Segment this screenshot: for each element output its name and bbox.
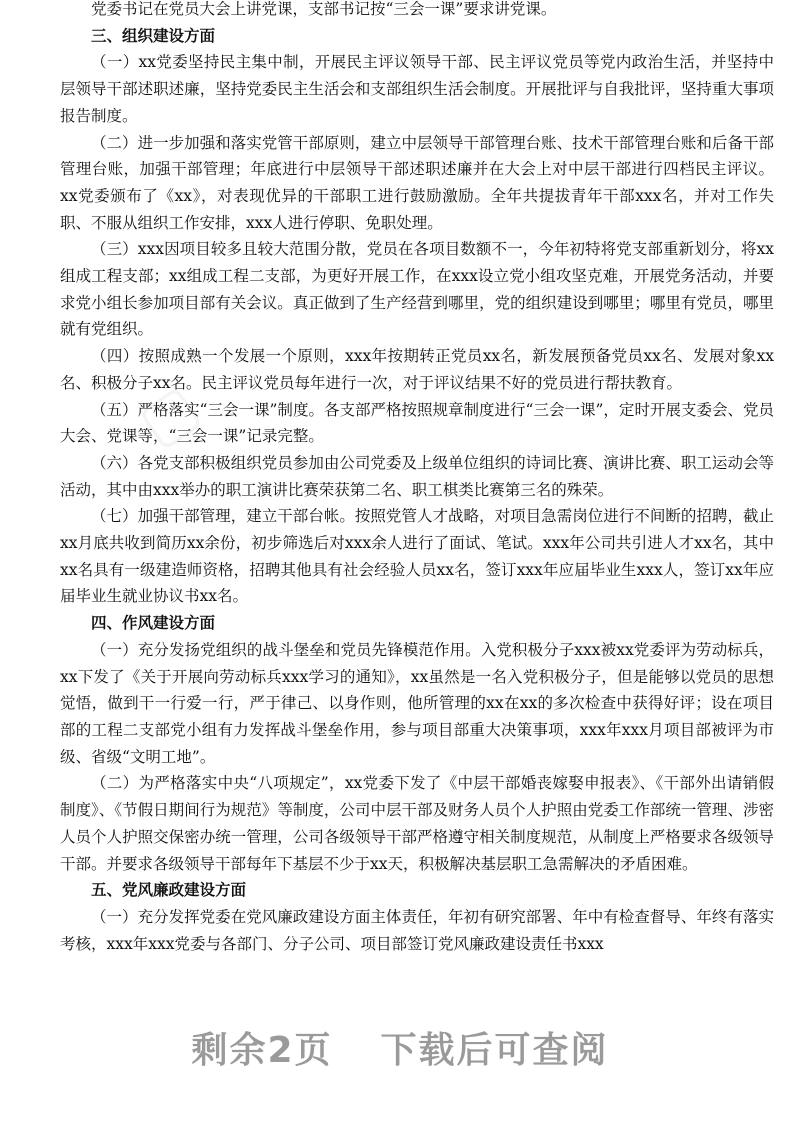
body-paragraph: （一）充分发挥党委在党风廉政建设方面主体责任，年初有研究部署、年中有检查督导、年终有落实考核，xxx年xxx党委与各部门、分子公司、项目部签订党风廉政建设责任书xxx xyxy=(60,907,774,953)
body-paragraph: （六）各党支部积极组织党员参加由公司党委及上级单位组织的诗词比赛、演讲比赛、职工运动会等活动，其中由xxx举办的职工演讲比赛荣获第二名、职工棋类比赛第三名的殊荣。 xyxy=(60,453,774,499)
body-paragraph: 党委书记在党员大会上讲党课，支部书记按“三会一课”要求讲党课。 xyxy=(91,0,557,18)
section-heading: 五、党风廉政建设方面 xyxy=(91,880,247,900)
body-paragraph: （一）xx党委坚持民主集中制，开展民主评议领导干部、民主评议党员等党内政治生活，并坚持中层领导干部述职述廉，坚持党委民主生活会和支部组织生活会制度。开展批评与自我批评，坚持重大事项报告制度。 xyxy=(60,53,774,125)
body-paragraph: （二）进一步加强和落实党管干部原则，建立中层领导干部管理台账、技术干部管理台账和后备干部管理台账，加强干部管理；年底进行中层领导干部述职述廉并在大会上对中层干部进行四档民主评议。xx党委颁布了《xx》，对表现优异的干部职工进行鼓励激励。全年共提拔青年干部xxx名，并对工作失职、不服从组织工作安排，xxx人进行停职、免职处理。 xyxy=(60,133,774,232)
body-paragraph: （一）充分发扬党组织的战斗堡垒和党员先锋模范作用。入党积极分子xxx被xx党委评为劳动标兵，xx下发了《关于开展向劳动标兵xxx学习的通知》，xx虽然是一名入党积极分子，但是能够以党员的思想觉悟，做到干一行爱一行，严于律己、以身作则，他所管理的xx在xx的多次检查中获得好评；设在项目部的工程二支部党小组有力发挥战斗堡垒作用，参与项目部重大决策事项，xxx年xxx月项目部被评为市级、省级“文明工地”。 xyxy=(60,640,774,766)
body-paragraph: （四）按照成熟一个发展一个原则，xxx年按期转正党员xx名，新发展预备党员xx名、发展对象xx名、积极分子xx名。民主评议党员每年进行一次，对于评议结果不好的党员进行帮扶教育。 xyxy=(60,347,774,392)
body-paragraph: （七）加强干部管理，建立干部台帐。按照党管人才战略，对项目急需岗位进行不间断的招聘，截止xx月底共收到简历xx余份，初步筛选后对xxx余人进行了面试、笔试。xxx年公司共引进人才xx名，其中xx名具有一级建造师资格，招聘其他具有社会经验人员xx名，签订xxx年应届毕业生xxx人，签订xx年应届毕业生就业协议书xx名。 xyxy=(60,507,774,606)
remaining-pages-banner[interactable] xyxy=(0,1022,800,1073)
section-heading: 三、组织建设方面 xyxy=(91,25,216,45)
section-heading: 四、作风建设方面 xyxy=(91,613,216,633)
body-paragraph: （五）严格落实“三会一课”制度。各支部严格按照规章制度进行“三会一课”，定时开展支委会、党员大会、党课等，“三会一课”记录完整。 xyxy=(60,400,774,446)
remaining-pages-text: 剩余2页 xyxy=(191,1030,333,1071)
body-paragraph: （二）为严格落实中央“八项规定”，xx党委下发了《中层干部婚丧嫁娶申报表》、《干部外出请销假制度》、《节假日期间行为规范》等制度，公司中层干部及财务人员个人护照由党委工作部统一管理、涉密人员个人护照交保密办统一管理，公司各级领导干部严格遵守相关制度规范，从制度上严格要求各级领导干部。并要求各级领导干部每年下基层不少于xx天，积极解决基层职工急需解决的矛盾困难。 xyxy=(60,774,774,873)
body-paragraph: （三）xxx因项目较多且较大范围分散，党员在各项目数额不一，今年初特将党支部重新划分，将xx组成工程支部；xx组成工程二支部，为更好开展工作，在xxx设立党小组攻坚克难，开展党务活动，并要求党小组长参加项目部有关会议。真正做到了生产经营到哪里，党的组织建设到哪里；哪里有党员，哪里就有党组织。 xyxy=(60,240,774,339)
download-prompt-text: 下载后可查阅 xyxy=(380,1030,609,1071)
document-body xyxy=(60,0,774,957)
